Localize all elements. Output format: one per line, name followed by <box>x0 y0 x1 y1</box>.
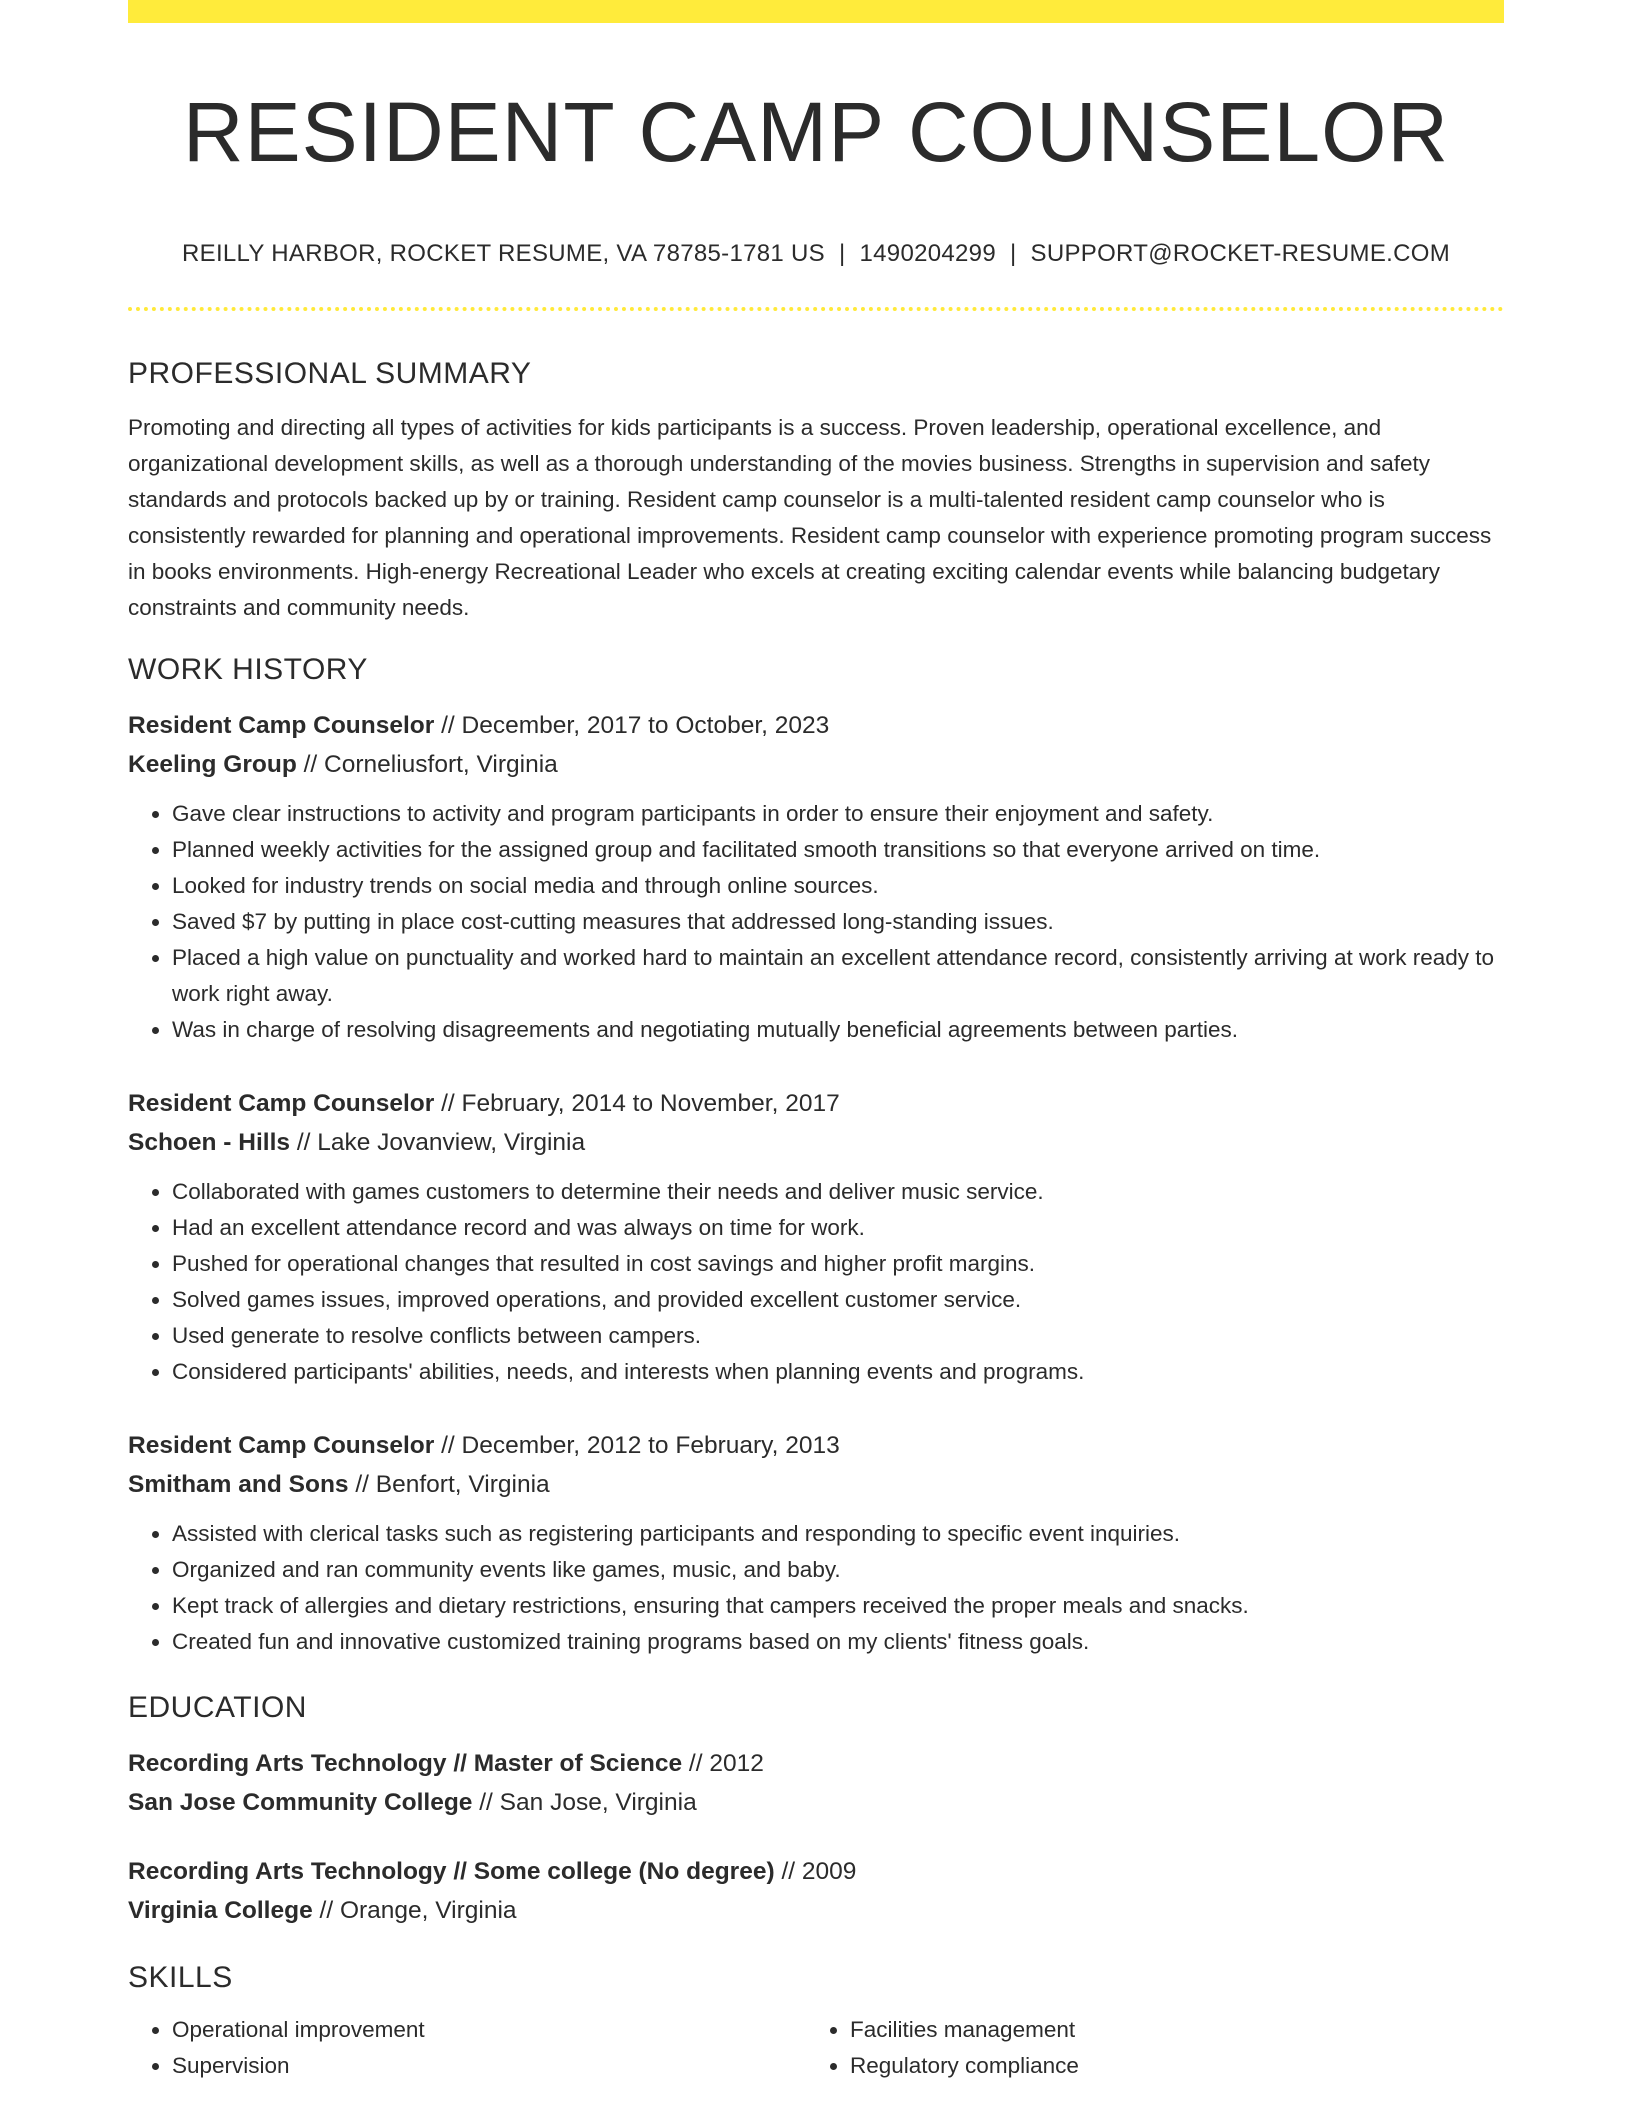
list-item: • Placed a high value on punctuality and worked hard to maintain an excellent attendance record, consistently arriving at work ready to work right away. <box>172 940 1504 1012</box>
resume-title: RESIDENT CAMP COUNSELOR <box>182 85 1450 179</box>
degree-line <box>128 1744 1504 1783</box>
contact-email: SUPPORT@ROCKET-RESUME.COM <box>1030 240 1450 267</box>
job-role: Resident Camp Counselor <box>128 1432 435 1459</box>
list-item: • Looked for industry trends on social media and through online sources. <box>172 868 1504 904</box>
section-title-skills: SKILLS <box>128 1961 233 1994</box>
work-history-section <box>128 648 1504 1660</box>
job-bullets <box>128 1516 1504 1660</box>
job-company-line <box>128 745 1504 784</box>
contact-address: REILLY HARBOR, ROCKET RESUME, VA 78785-1781 US <box>182 240 825 267</box>
job-location: // Benfort, Virginia <box>348 1471 550 1498</box>
degree-year: // 2012 <box>682 1750 764 1777</box>
job-company-line <box>128 1465 1504 1504</box>
list-item: • Kept track of allergies and dietary restrictions, ensuring that campers received the proper meals and snacks. <box>172 1588 1504 1624</box>
skills-grid <box>128 2012 1504 2084</box>
list-item: • Was in charge of resolving disagreements and negotiating mutually beneficial agreements between parties. <box>172 1012 1504 1048</box>
job-dates: // February, 2014 to November, 2017 <box>434 1090 840 1117</box>
school-name: San Jose Community College <box>128 1789 473 1816</box>
section-title-summary: PROFESSIONAL SUMMARY <box>128 357 532 390</box>
job-dates: // December, 2017 to October, 2023 <box>434 712 830 739</box>
list-item: • Assisted with clerical tasks such as registering participants and responding to specific event inquiries. <box>172 1516 1504 1552</box>
top-accent-bar <box>128 0 1504 23</box>
job-company: Smitham and Sons <box>128 1471 349 1498</box>
school-location: // San Jose, Virginia <box>472 1789 697 1816</box>
degree-name: Recording Arts Technology // Some college (No degree) <box>128 1858 775 1885</box>
job-company-line <box>128 1123 1504 1162</box>
skill-item: • Supervision <box>172 2048 806 2084</box>
skills-section <box>128 1956 1504 2084</box>
degree-year: // 2009 <box>774 1858 857 1885</box>
degree-line <box>128 1852 1504 1891</box>
job-bullets <box>128 1174 1504 1390</box>
contact-separator: | <box>838 240 846 267</box>
school-location: // Orange, Virginia <box>312 1897 517 1924</box>
summary-section <box>128 352 1504 626</box>
job-dates: // December, 2012 to February, 2013 <box>434 1432 840 1459</box>
skill-item: • Operational improvement <box>172 2012 806 2048</box>
job-title-line <box>128 706 1504 745</box>
school-name: Virginia College <box>128 1897 313 1924</box>
skills-column-right <box>806 2012 1484 2084</box>
job-entry <box>128 1084 1504 1390</box>
list-item: • Created fun and innovative customized training programs based on my clients' fitness goals. <box>172 1624 1504 1660</box>
list-item: • Had an excellent attendance record and was always on time for work. <box>172 1210 1504 1246</box>
job-role: Resident Camp Counselor <box>128 712 435 739</box>
degree-name: Recording Arts Technology // Master of Science <box>128 1750 683 1777</box>
list-item: • Saved $7 by putting in place cost-cutting measures that addressed long-standing issues. <box>172 904 1504 940</box>
list-item: • Used generate to resolve conflicts between campers. <box>172 1318 1504 1354</box>
contact-separator: | <box>1009 240 1017 267</box>
resume-body <box>128 352 1504 2084</box>
dotted-divider <box>128 307 1504 311</box>
job-company: Schoen - Hills <box>128 1129 291 1156</box>
job-bullets <box>128 796 1504 1048</box>
list-item: • Planned weekly activities for the assigned group and facilitated smooth transitions so that everyone arrived on time. <box>172 832 1504 868</box>
job-role: Resident Camp Counselor <box>128 1090 435 1117</box>
school-line <box>128 1891 1504 1930</box>
list-item: • Gave clear instructions to activity and program participants in order to ensure their enjoyment and safety. <box>172 796 1504 832</box>
list-item: • Solved games issues, improved operations, and provided excellent customer service. <box>172 1282 1504 1318</box>
summary-text: Promoting and directing all types of activities for kids participants is a success. Proven leadership, operational excellence, and organizational development skills, as well as a thorough understanding of the movies business. Strengths in supervision and safety standards and protocols backed up by or training. Resident camp counselor is a multi-talented resident camp counselor who is consistently rewarded for planning and operational improvements. Resident camp counselor with experience promoting program success in books environments. High-energy Recreational Leader who excels at creating exciting calendar events while balancing budgetary constraints and community needs. <box>128 415 1492 620</box>
skill-item: • Facilities management <box>850 2012 1484 2048</box>
contact-phone: 1490204299 <box>859 240 996 267</box>
job-entry <box>128 706 1504 1048</box>
skills-column-left <box>128 2012 806 2084</box>
school-line <box>128 1783 1504 1822</box>
job-title-line <box>128 1426 1504 1465</box>
job-entry <box>128 1426 1504 1660</box>
skill-item: • Regulatory compliance <box>850 2048 1484 2084</box>
job-location: // Corneliusfort, Virginia <box>296 751 558 778</box>
education-entry <box>128 1744 1504 1822</box>
job-company: Keeling Group <box>128 751 297 778</box>
section-title-education: EDUCATION <box>128 1691 307 1724</box>
education-section <box>128 1686 1504 1930</box>
list-item: • Pushed for operational changes that resulted in cost savings and higher profit margins. <box>172 1246 1504 1282</box>
job-location: // Lake Jovanview, Virginia <box>290 1129 586 1156</box>
section-title-work: WORK HISTORY <box>128 653 368 686</box>
list-item: • Collaborated with games customers to determine their needs and deliver music service. <box>172 1174 1504 1210</box>
job-title-line <box>128 1084 1504 1123</box>
education-entry <box>128 1852 1504 1930</box>
contact-line <box>128 236 1504 272</box>
list-item: • Considered participants' abilities, needs, and interests when planning events and programs. <box>172 1354 1504 1390</box>
list-item: • Organized and ran community events like games, music, and baby. <box>172 1552 1504 1588</box>
